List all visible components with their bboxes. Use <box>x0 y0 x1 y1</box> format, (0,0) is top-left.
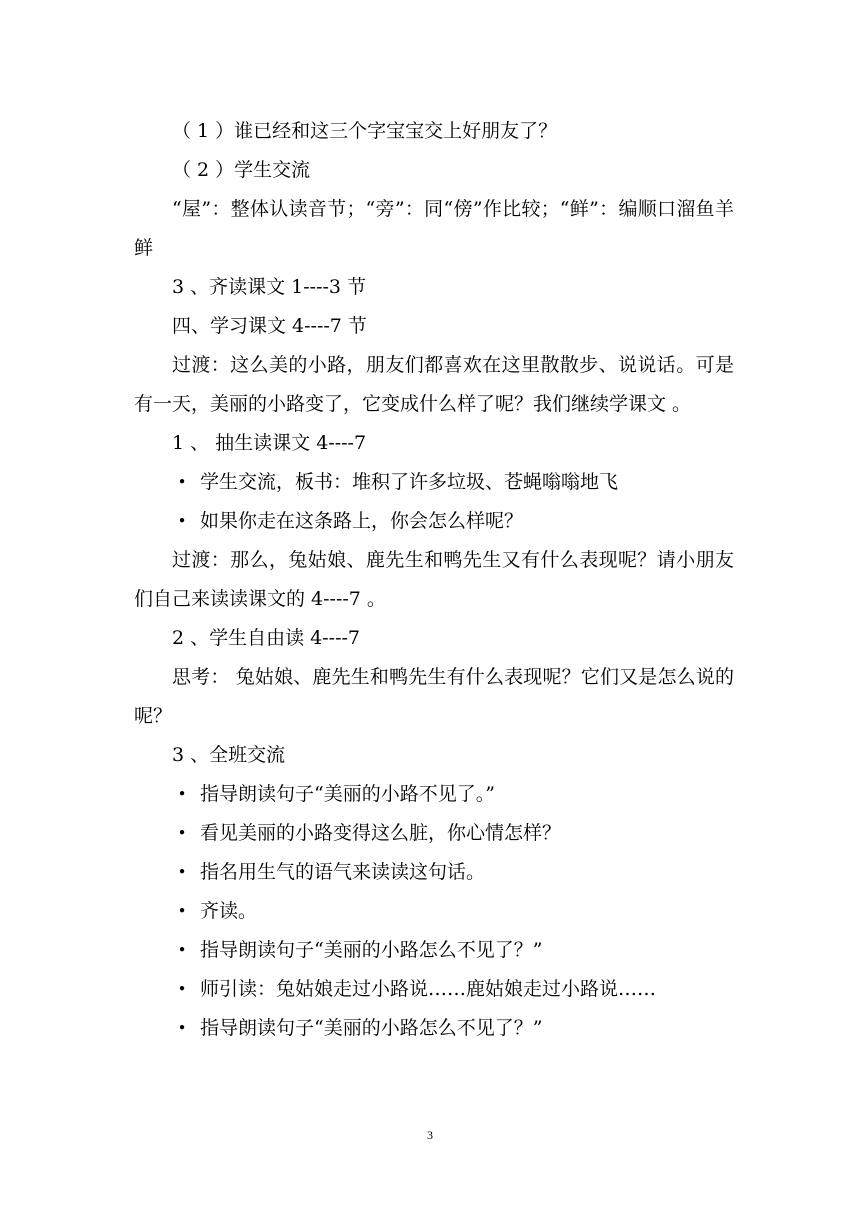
bullet-icon: • <box>177 941 187 959</box>
text-paragraph: 过渡：那么，兔姑娘、鹿先生和鸭先生又有什么表现呢？请小朋友们自己来读读课文的 4----7 。 <box>134 549 734 610</box>
text-line: 2 、学生自由读 4----7 <box>172 627 361 649</box>
text-line: 3 、齐读课文 1----3 节 <box>172 276 367 298</box>
list-item-text: 指导朗读句子“美丽的小路怎么不见了？” <box>200 1017 543 1039</box>
bullet-icon: • <box>177 824 187 842</box>
text-paragraph: 过渡：这么美的小路，朋友们都喜欢在这里散散步、说说话。可是有一天，美丽的小路变了，它变成什么样了呢？我们继续学课文 。 <box>134 354 734 415</box>
list-item-text: 齐读。 <box>200 900 258 922</box>
text-paragraph: 思考： 兔姑娘、鹿先生和鸭先生有什么表现呢？它们又是怎么说的呢？ <box>134 666 734 727</box>
list-item <box>134 970 734 1009</box>
document-body <box>134 112 734 1048</box>
list-item-text: 指导朗读句子“美丽的小路怎么不见了？” <box>200 939 543 961</box>
text-line: 1 、 抽生读课文 4----7 <box>172 432 367 454</box>
list-item-text: 指名用生气的语气来读读这句话。 <box>200 861 486 883</box>
page-number: 3 <box>427 1128 433 1142</box>
list-item-text: 学生交流，板书：堆积了许多垃圾、苍蝇嗡嗡地飞 <box>200 471 619 493</box>
list-item-text: 如果你走在这条路上，你会怎么样呢？ <box>200 510 524 532</box>
list-item <box>134 853 734 892</box>
bullet-icon: • <box>177 980 187 998</box>
list-item <box>134 502 734 541</box>
list-item-text: 指导朗读句子“美丽的小路不见了。” <box>200 783 495 805</box>
list-item-text: 看见美丽的小路变得这么脏，你心情怎样？ <box>200 822 562 844</box>
text-line: 3 、全班交流 <box>172 744 286 766</box>
list-item <box>134 931 734 970</box>
list-item-text: 师引读：兔姑娘走过小路说……鹿姑娘走过小路说…… <box>200 978 657 1000</box>
bullet-icon: • <box>177 785 187 803</box>
list-item <box>134 814 734 853</box>
list-item <box>134 1009 734 1048</box>
bullet-icon: • <box>177 473 187 491</box>
text-line: （ 1 ）谁已经和这三个字宝宝交上好朋友了？ <box>172 120 558 142</box>
text-line: （ 2 ）学生交流 <box>172 159 311 181</box>
bullet-icon: • <box>177 1019 187 1037</box>
list-item <box>134 892 734 931</box>
list-item <box>134 463 734 502</box>
list-item <box>134 775 734 814</box>
bullet-icon: • <box>177 863 187 881</box>
bullet-icon: • <box>177 902 187 920</box>
text-paragraph: “屋”：整体认读音节；“旁”：同“傍”作比较；“鲜”：编顺口溜鱼羊鲜 <box>134 198 734 259</box>
bullet-icon: • <box>177 512 187 530</box>
section-heading: 四、学习课文 4----7 节 <box>172 315 367 337</box>
